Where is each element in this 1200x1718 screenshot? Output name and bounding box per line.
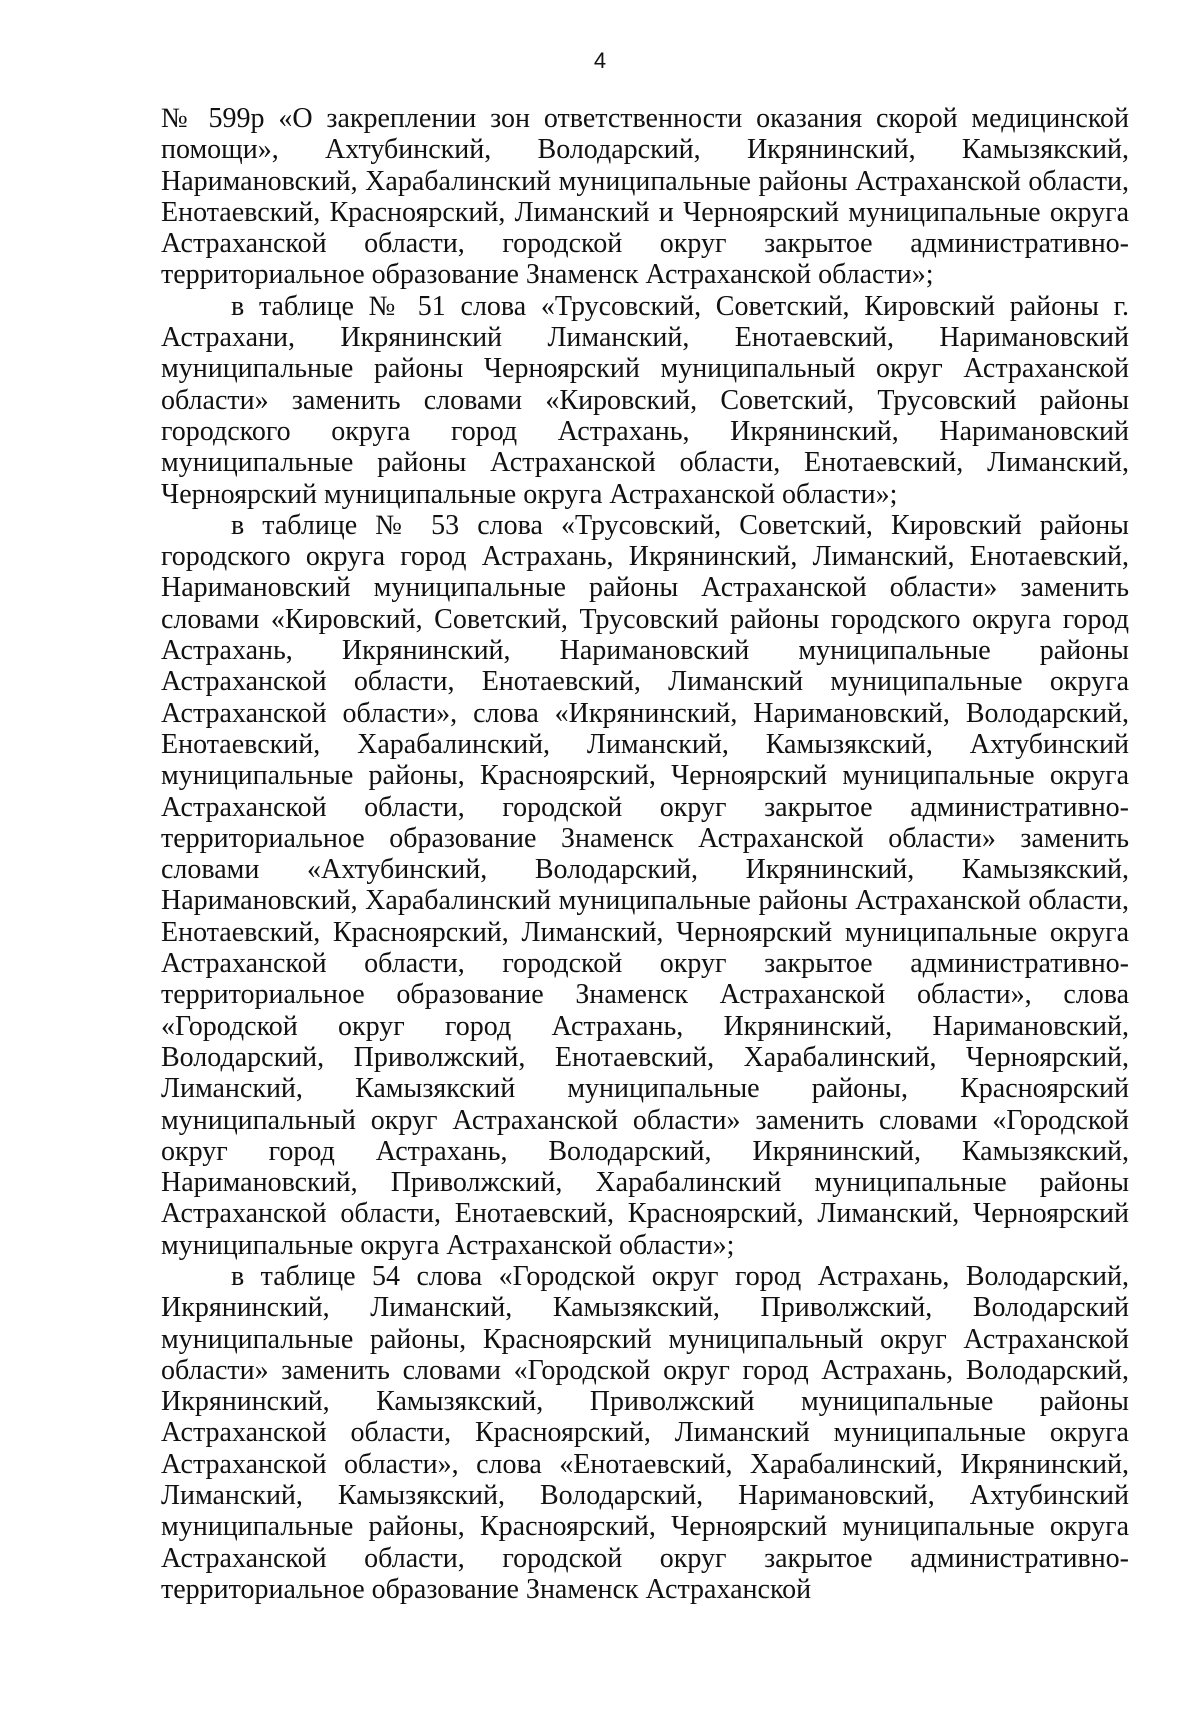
paragraph-table-53: в таблице № 53 слова «Трусовский, Советский, Кировский районы городского округа город Астрахань, Икрянинский, Лиманский, Енотаевский, Наримановский муниципальные районы Астраханской области» заменить словами «Кировский, Советский, Трусовский районы городского округа город Астрахань, Икрянинский, Наримановский муниципальные районы Астраханской области, Енотаевский, Лиманский муниципальные округа Астраханской области», слова «Икрянинский, Наримановский, Володарский, Енотаевский, Харабалинский, Лиманский, Камызякский, Ахтубинский муниципальные районы, Красноярский, Черноярский муниципальные округа Астраханской области, городской округ закрытое административно-территориальное образование Знаменск Астраханской области» заменить словами «Ахтубинский, Володарский, Икрянинский, Камызякский, Наримановский, Харабалинский муниципальные районы Астраханской области, Енотаевский, Красноярский, Лиманский, Черноярский муниципальные округа Астраханской области, городской округ закрытое административно-территориальное образование Знаменск Астраханской области», слова «Городской округ город Астрахань, Икрянинский, Наримановский, Володарский, Приволжский, Енотаевский, Харабалинский, Черноярский, Лиманский, Камызякский муниципальные районы, Красноярский муниципальный округ Астраханской области» заменить словами «Городской округ город Астрахань, Володарский, Икрянинский, Камызякский, Наримановский, Приволжский, Харабалинский муниципальные районы Астраханской области, Енотаевский, Красноярский, Лиманский, Черноярский муниципальные округа Астраханской области»; [161, 509, 1129, 1261]
paragraph-continuation: № 599р «О закреплении зон ответственности оказания скорой медицинской помощи», Ахтубинский, Володарский, Икрянинский, Камызякский, Наримановский, Харабалинский муниципальные районы Астраханской области, Енотаевский, Красноярский, Лиманский и Черноярский муниципальные округа Астраханской области, городской округ закрытое административно-территориальное образование Знаменск Астраханской области»; [161, 103, 1129, 291]
page-number: 4 [593, 48, 607, 73]
paragraph-table-54: в таблице 54 слова «Городской округ город Астрахань, Володарский, Икрянинский, Лиманский, Камызякский, Приволжский, Володарский муниципальные районы, Красноярский муниципальный округ Астраханской области» заменить словами «Городской округ город Астрахань, Володарский, Икрянинский, Камызякский, Приволжский муниципальные районы Астраханской области, Красноярский, Лиманский муниципальные округа Астраханской области», слова «Енотаевский, Харабалинский, Икрянинский, Лиманский, Камызякский, Володарский, Наримановский, Ахтубинский муниципальные районы, Красноярский, Черноярский муниципальные округа Астраханской области, городской округ закрытое административно-территориальное образование Знаменск Астраханской [161, 1260, 1129, 1605]
document-body [161, 103, 1129, 1605]
paragraph-table-51: в таблице № 51 слова «Трусовский, Советский, Кировский районы г. Астрахани, Икрянинский Лиманский, Енотаевский, Наримановский муниципальные районы Черноярский муниципальный округ Астраханской области» заменить словами «Кировский, Советский, Трусовский районы городского округа город Астрахань, Икрянинский, Наримановский муниципальные районы Астраханской области, Енотаевский, Лиманский, Черноярский муниципальные округа Астраханской области»; [161, 290, 1129, 510]
